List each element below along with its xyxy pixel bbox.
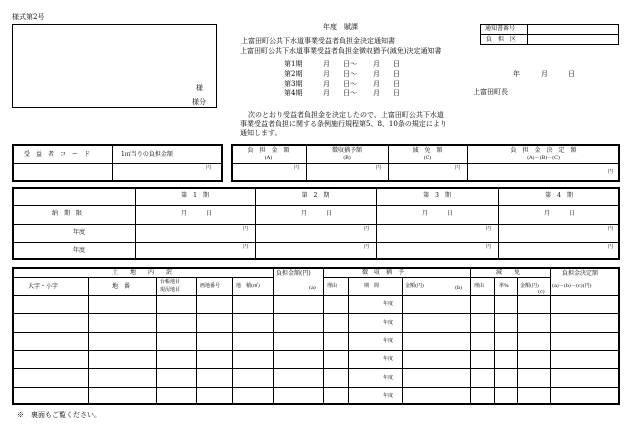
address-suffix-2: 様分 bbox=[192, 98, 206, 106]
notice-text-1: 次のとおり受益者負担金を決定したので、上富田町公共下水道 bbox=[248, 111, 444, 119]
schedule-month: 月 bbox=[544, 210, 551, 217]
period-month: 月 bbox=[323, 80, 330, 88]
nendo-label-2: 年度 bbox=[73, 247, 86, 254]
amount-b-label: 金額(円) bbox=[405, 283, 424, 289]
unit-rate-yen: 円 bbox=[206, 165, 212, 171]
period-name: 第4期 bbox=[284, 89, 303, 97]
period-day-2: 日 bbox=[393, 80, 400, 88]
period-month-2: 月 bbox=[373, 60, 380, 68]
chimoku-label-2: 現況地目 bbox=[160, 287, 181, 293]
zumen-label: 画地番号 bbox=[200, 283, 221, 289]
title-2: 上富田町公共下水道事業受益者負担金徴収猶予(減免)決定通知書 bbox=[240, 47, 442, 55]
reason2-label: 理由 bbox=[474, 283, 485, 289]
period-day: 日〜 bbox=[343, 80, 357, 88]
amount-col-label: 徴収猶予額 bbox=[331, 147, 362, 154]
period-name: 第2期 bbox=[284, 70, 303, 78]
aza-label: 大字・小字 bbox=[28, 283, 59, 290]
chiban-label: 地 番 bbox=[112, 283, 131, 290]
schedule-yen-1: 円 bbox=[486, 226, 492, 232]
period-day-2: 日 bbox=[393, 89, 400, 97]
amount-col-sub: (C) bbox=[423, 155, 432, 161]
schedule-period-label: 第 2 期 bbox=[301, 192, 330, 199]
schedule-period-label: 第 4 期 bbox=[545, 192, 573, 199]
final-header: 負担金決定額 bbox=[562, 270, 599, 277]
exempt-header: 減 免 bbox=[496, 269, 521, 276]
period-month: 月 bbox=[323, 60, 330, 68]
defer-header: 徴 収 猶 予 bbox=[362, 269, 405, 276]
period-day-2: 日 bbox=[393, 70, 400, 78]
period-name: 第1期 bbox=[284, 60, 303, 68]
burden-header: 負担金額(円) bbox=[276, 270, 311, 277]
period-month: 月 bbox=[323, 89, 330, 97]
notice-text-3: 通知します。 bbox=[240, 129, 282, 137]
a-label: (a) bbox=[309, 285, 316, 291]
year-header: 年度 賦課 bbox=[323, 23, 358, 31]
schedule-yen-1: 円 bbox=[608, 226, 614, 232]
amount-col-label: 負 担 金 額 bbox=[247, 147, 290, 154]
address-suffix: 様 bbox=[196, 84, 203, 92]
period-month-2: 月 bbox=[373, 89, 380, 97]
schedule-day: 日 bbox=[569, 210, 576, 217]
chimoku-label-1: 台帳地目 bbox=[160, 279, 181, 285]
beneficiary-code-label: 受 益 者 コ ー ド bbox=[24, 151, 91, 158]
period-day: 日〜 bbox=[343, 70, 357, 78]
unit-rate-label: 1㎡当りの負担金額 bbox=[121, 151, 173, 158]
date-day: 日 bbox=[568, 70, 575, 78]
land-row-nendo: 年度 bbox=[383, 337, 394, 344]
date-month: 月 bbox=[541, 70, 548, 78]
nendo-label-1: 年度 bbox=[73, 229, 86, 236]
schedule-yen-1: 円 bbox=[243, 226, 249, 232]
amount-col-yen: 円 bbox=[455, 165, 461, 171]
rate-label: 率% bbox=[499, 283, 509, 289]
period-month-2: 月 bbox=[373, 70, 380, 78]
schedule-period-label: 第 1 期 bbox=[181, 192, 209, 199]
schedule-yen-2: 円 bbox=[608, 244, 614, 250]
amount-col-yen: 円 bbox=[608, 169, 614, 175]
land-row-nendo: 年度 bbox=[383, 356, 394, 363]
amount-col-yen: 円 bbox=[376, 165, 382, 171]
c-label: (c) bbox=[538, 289, 545, 295]
notice-text-2: 事業受益者負担に関する条例施行規程第5、8、10条の規定により bbox=[240, 120, 447, 128]
land-row-nendo: 年度 bbox=[383, 392, 394, 399]
amount-c-label: 金額(円) bbox=[520, 283, 539, 289]
amount-col-label: 減 免 額 bbox=[412, 147, 443, 154]
schedule-yen-2: 円 bbox=[364, 244, 370, 250]
amount-col-sub: (B) bbox=[343, 155, 351, 161]
district-label: 負 担 区 bbox=[486, 36, 517, 43]
schedule-day: 日 bbox=[326, 210, 333, 217]
amount-col-label: 負 担 金 決 定 額 bbox=[510, 147, 577, 154]
schedule-period-label: 第 3 期 bbox=[423, 192, 451, 199]
period-day: 日〜 bbox=[343, 89, 357, 97]
amount-col-sub: (A) bbox=[264, 155, 273, 161]
amount-col-yen: 円 bbox=[294, 165, 300, 171]
period-day: 日〜 bbox=[343, 60, 357, 68]
title-1: 上富田町公共下水道事業受益者負担金決定通知書 bbox=[241, 37, 395, 45]
schedule-day: 日 bbox=[206, 210, 213, 217]
period-label: 期 間 bbox=[364, 283, 380, 289]
schedule-month: 月 bbox=[422, 210, 429, 217]
schedule-month: 月 bbox=[301, 210, 308, 217]
b-label: (b) bbox=[455, 285, 463, 291]
address-box bbox=[12, 24, 217, 108]
schedule-yen-2: 円 bbox=[486, 244, 492, 250]
schedule-month: 月 bbox=[181, 210, 188, 217]
schedule-yen-2: 円 bbox=[243, 244, 249, 250]
reason-label: 理由 bbox=[327, 283, 338, 289]
date-year: 年 bbox=[513, 70, 520, 78]
land-row-nendo: 年度 bbox=[383, 301, 394, 308]
area-label: 地 積(㎡) bbox=[236, 283, 260, 289]
period-month: 月 bbox=[323, 70, 330, 78]
notice-number-label: 通知書番号 bbox=[485, 25, 516, 32]
deadline-label: 納 期 限 bbox=[52, 210, 83, 217]
mayor-name: 上富田町長 bbox=[473, 88, 508, 96]
period-day-2: 日 bbox=[393, 60, 400, 68]
land-row-nendo: 年度 bbox=[383, 319, 394, 326]
period-month-2: 月 bbox=[373, 80, 380, 88]
formula-label: (a)－(b)－(c)(円) bbox=[552, 283, 592, 289]
amount-col-sub: (A)－(B)－(C) bbox=[527, 155, 560, 161]
land-row-nendo: 年度 bbox=[383, 374, 394, 381]
footnote: ※ 裏面もご覧ください。 bbox=[17, 411, 101, 419]
land-header: 土 地 内 訳 bbox=[112, 269, 173, 276]
schedule-day: 日 bbox=[447, 210, 454, 217]
form-number: 様式第2号 bbox=[12, 13, 45, 21]
schedule-yen-1: 円 bbox=[364, 226, 370, 232]
period-name: 第3期 bbox=[284, 80, 303, 88]
